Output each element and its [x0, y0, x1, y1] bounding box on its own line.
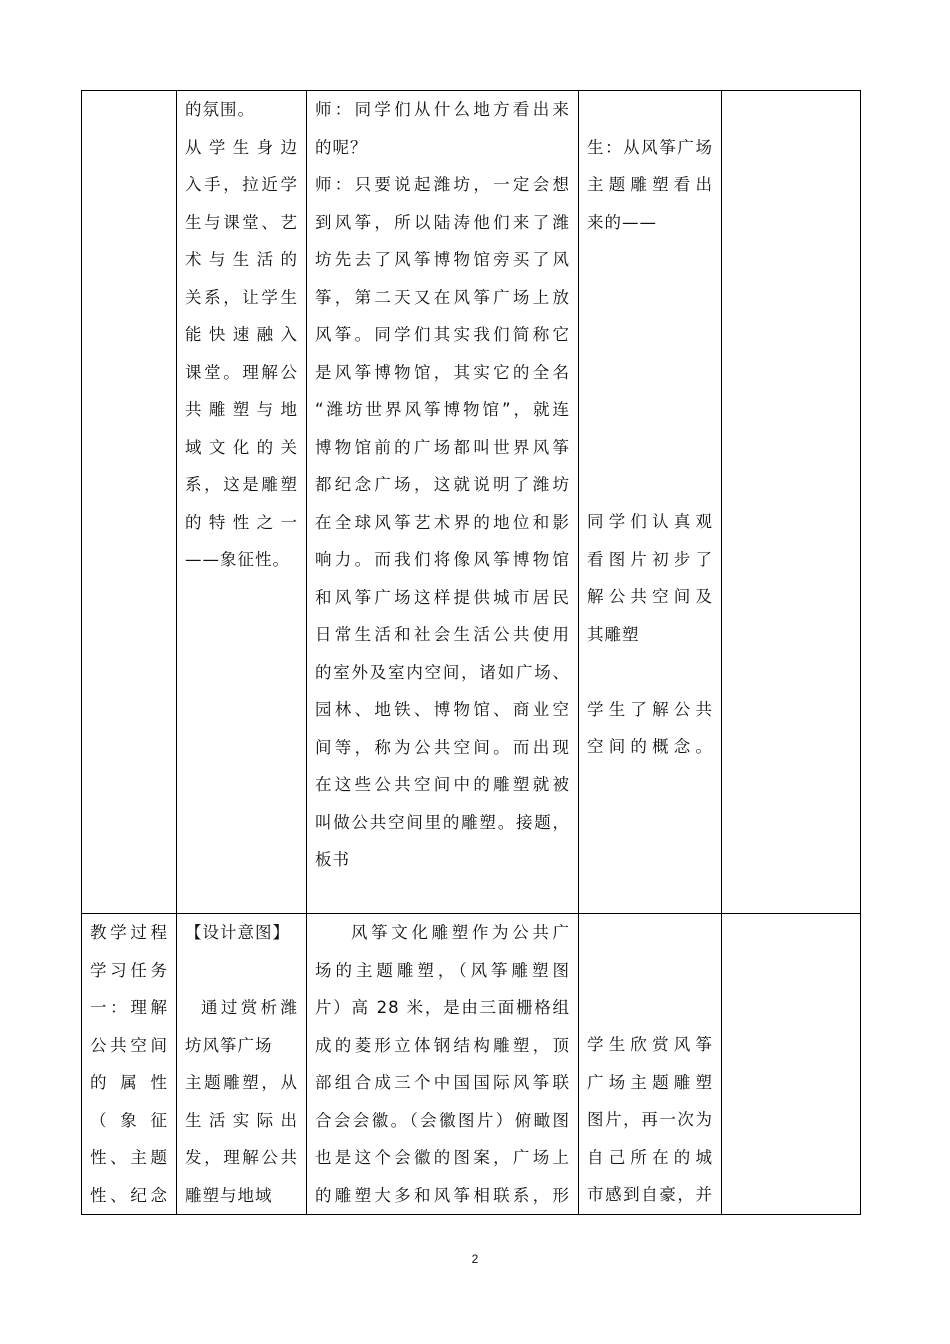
- text-line: 学生欣赏风筝: [587, 1035, 713, 1054]
- text-line: 都纪念广场，这就说明了潍坊: [315, 475, 570, 494]
- text-line: 系，这是雕塑: [185, 475, 298, 494]
- page-number: 2: [471, 1252, 479, 1266]
- text-line: 部组合成三个中国国际风筝联: [315, 1073, 570, 1092]
- text-line: 间等，称为公共空间。而出现: [315, 737, 570, 757]
- text-line: 园林、地铁、博物馆、商业空: [315, 700, 570, 719]
- row2-design-intent-cell: [177, 914, 307, 1215]
- text-line: 场的主题雕塑，（风筝雕塑图: [315, 960, 570, 980]
- text-line: 关系，让学生: [185, 287, 298, 307]
- text-line: 性、主题: [90, 1148, 168, 1167]
- table-row: [82, 914, 861, 1215]
- spacer: [185, 952, 298, 990]
- text-line: 主题雕塑，从: [185, 1073, 298, 1092]
- text-line: 筝，第二天又在风筝广场上放: [315, 287, 570, 307]
- text-line: 的室外及室内空间，诸如广场、: [315, 662, 570, 682]
- text-line: 合会会徽。（会徽图片）俯瞰图: [315, 1110, 570, 1130]
- text-line: 自己所在的城: [587, 1147, 713, 1167]
- row2-stage-cell: [82, 914, 177, 1215]
- text-line: 生与课堂、艺: [185, 212, 298, 232]
- row2-notes-cell: [722, 914, 861, 1215]
- text-line: 到风筝，所以陆涛他们来了潍: [315, 212, 570, 232]
- row2-teacher-activity-cell: [307, 914, 579, 1215]
- table-row: [82, 91, 861, 914]
- row1-student-activity-cell: [579, 91, 722, 914]
- text-line: 坊先去了风筝博物馆旁买了风: [315, 250, 570, 269]
- text-line: 在这些公共空间中的雕塑就被: [315, 775, 570, 794]
- text-line: 师：只要说起潍坊，一定会想: [315, 175, 570, 194]
- text-line: 共雕塑与地: [185, 400, 298, 419]
- text-line: 主题雕塑看出: [587, 175, 713, 194]
- text-line: 能快速融入: [185, 325, 298, 344]
- spacer: [587, 91, 713, 129]
- text-line: 教学过程: [90, 923, 168, 942]
- text-line: 叫做公共空间里的雕塑。接题，: [315, 812, 570, 832]
- lesson-plan-table: [81, 90, 861, 1215]
- text-line: ——象征性。: [185, 550, 290, 569]
- spacer: [587, 653, 713, 691]
- design-intent-heading: 【设计意图】: [185, 923, 290, 942]
- text-line: 坊风筝广场: [185, 1035, 273, 1055]
- row1-teacher-activity-cell: [307, 91, 579, 914]
- row1-design-intent-cell: [177, 91, 307, 914]
- text-line: 成的菱形立体钢结构雕塑，顶: [315, 1035, 570, 1055]
- spacer: [587, 241, 713, 503]
- text-line: 学生了解公共: [587, 699, 713, 719]
- text-line: 的属性: [90, 1073, 168, 1092]
- text-line: 发，理解公共: [185, 1148, 298, 1167]
- text-line: 图片，再一次为: [587, 1110, 713, 1129]
- text-line: 日常生活和社会生活公共使用: [315, 625, 570, 644]
- text-line: 的雕塑大多和风筝相联系，形: [315, 1185, 570, 1205]
- row1-notes-cell: [722, 91, 861, 914]
- text-line: （象征: [90, 1110, 168, 1130]
- text-line: 和风筝广场这样提供城市居民: [315, 587, 570, 607]
- text-line: 生：从风筝广场: [587, 137, 713, 157]
- text-line: 雕塑与地域: [185, 1185, 273, 1205]
- text-line: 也是这个会徽的图案，广场上: [315, 1148, 570, 1167]
- text-line: 的呢？: [315, 137, 368, 157]
- row2-student-activity-cell: [579, 914, 722, 1215]
- text-line: 解公共空间及: [587, 587, 713, 606]
- text-line: 在全球风筝艺术界的地位和影: [315, 512, 570, 532]
- text-line: 师：同学们从什么地方看出来: [315, 100, 570, 119]
- text-line: 学习任务: [90, 960, 168, 980]
- text-line: 博物馆前的广场都叫世界风筝: [315, 437, 570, 457]
- text-line: 是风筝博物馆，其实它的全名: [315, 362, 570, 382]
- text-line: 一：理解: [90, 998, 168, 1017]
- text-line: 的氛围。: [185, 100, 255, 119]
- text-line: 空间的概念。: [587, 737, 713, 756]
- text-line: 看图片初步了: [587, 549, 713, 569]
- text-line: 术与生活的: [185, 250, 298, 269]
- text-line: 通过赏析潍: [201, 998, 298, 1017]
- text-line: 入手，拉近学: [185, 175, 298, 194]
- text-line: 片）高 28 米，是由三面栅格组: [315, 998, 570, 1017]
- text-line: 来的——: [587, 212, 657, 232]
- text-line: 市感到自豪，并: [587, 1185, 713, 1204]
- text-line: 课堂。理解公: [185, 362, 298, 382]
- text-line: 响力。而我们将像风筝博物馆: [315, 550, 570, 569]
- text-line: 从学生身边: [185, 137, 298, 157]
- text-line: 公共空间: [90, 1035, 168, 1055]
- spacer: [587, 914, 713, 1026]
- text-line: 风筝。同学们其实我们简称它: [315, 325, 570, 344]
- text-line: 板书: [315, 850, 350, 869]
- text-line: 域文化的关: [185, 437, 298, 457]
- text-line: 其雕塑: [587, 624, 640, 644]
- text-line: 生活实际出: [185, 1110, 298, 1130]
- text-line: 风筝文化雕塑作为公共广: [351, 923, 570, 942]
- row1-stage-cell: [82, 91, 177, 914]
- text-line: 广场主题雕塑: [587, 1072, 713, 1092]
- text-line: 的特性之一: [185, 512, 298, 532]
- text-line: 同学们认真观: [587, 512, 713, 531]
- text-line: 性、纪念: [90, 1185, 168, 1205]
- text-line: “潍坊世界风筝博物馆”，就连: [315, 400, 570, 419]
